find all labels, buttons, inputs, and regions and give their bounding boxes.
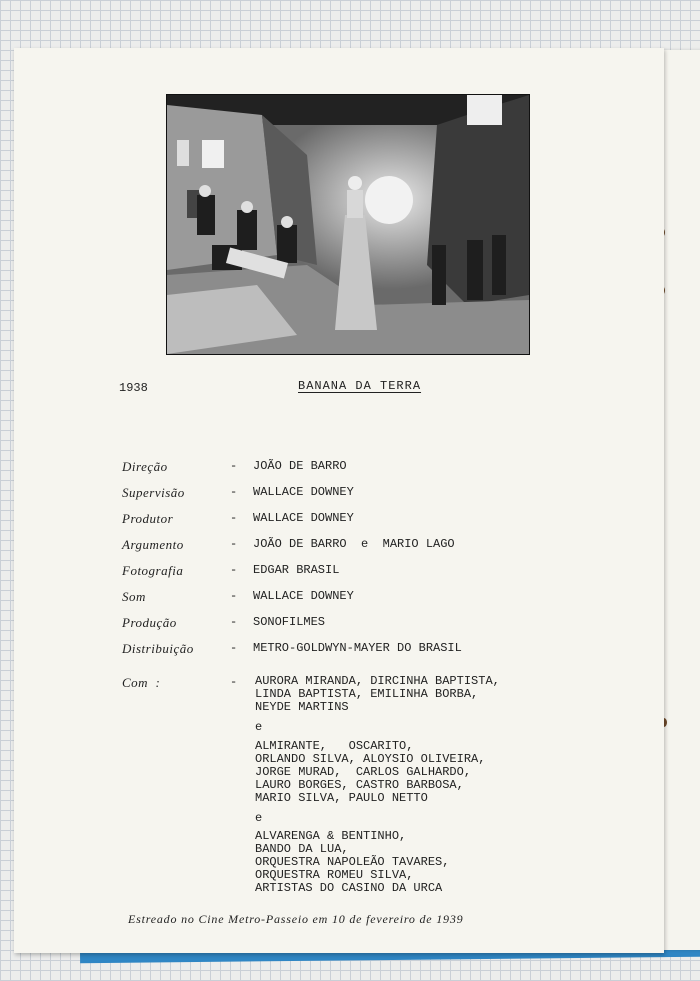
cast-line: MARIO SILVA, PAULO NETTO (255, 791, 428, 805)
cast-dash: - (230, 675, 238, 689)
cast-conjunction (255, 812, 262, 825)
cast-line: ALVARENGA & BENTINHO, (255, 829, 407, 843)
credit-value: WALLACE DOWNEY (253, 511, 354, 525)
film-title: BANANA DA TERRA (298, 379, 422, 393)
cast-conjunction (255, 721, 262, 734)
credit-label: Argumento (122, 537, 184, 552)
credit-label: Direção (122, 459, 168, 474)
cast-line: ARTISTAS DO CASINO DA URCA (255, 881, 443, 895)
cast-label: Com : (122, 675, 161, 690)
credit-dash: - (230, 563, 238, 577)
program-page (14, 48, 664, 953)
conjunction-text: e (255, 720, 263, 734)
cast-group-1 (255, 675, 500, 714)
credit-label: Produção (122, 615, 177, 630)
credit-label: Som (122, 589, 146, 604)
credit-value: METRO-GOLDWYN-MAYER DO BRASIL (253, 641, 462, 655)
credit-value: JOÃO DE BARRO (253, 459, 347, 473)
credit-dash: - (230, 485, 238, 499)
film-still-illustration (167, 95, 529, 354)
film-still-photo (166, 94, 530, 355)
credit-dash: - (230, 641, 238, 655)
cast-line: BANDO DA LUA, (255, 842, 349, 856)
credit-label: Distribuição (122, 641, 194, 656)
cast-line: ORLANDO SILVA, ALOYSIO OLIVEIRA, (255, 752, 486, 766)
credit-dash: - (230, 511, 238, 525)
credit-value: WALLACE DOWNEY (253, 589, 354, 603)
cast-group-2 (255, 740, 485, 805)
cast-line: ORQUESTRA ROMEU SILVA, (255, 868, 414, 882)
credit-dash: - (230, 537, 238, 551)
credit-value: JOÃO DE BARRO e MARIO LAGO (253, 537, 455, 551)
cast-line: ORQUESTRA NAPOLEÃO TAVARES, (255, 855, 450, 869)
credit-label: Produtor (122, 511, 174, 526)
conjunction-text: e (255, 811, 263, 825)
credit-value: SONOFILMES (253, 615, 326, 629)
credit-value: WALLACE DOWNEY (253, 485, 354, 499)
cast-line: NEYDE MARTINS (255, 700, 349, 714)
credit-dash: - (230, 459, 238, 473)
cast-group-3 (255, 830, 449, 895)
premiere-note: Estreado no Cine Metro-Passeio em 10 de fevereiro de 1939 (128, 912, 464, 926)
cast-line: ALMIRANTE, OSCARITO, (255, 739, 414, 753)
film-year: 1938 (119, 381, 148, 395)
cast-line: LAURO BORGES, CASTRO BARBOSA, (255, 778, 464, 792)
cast-line: AURORA MIRANDA, DIRCINHA BAPTISTA, (255, 674, 500, 688)
credit-label: Fotografia (122, 563, 184, 578)
credit-value: EDGAR BRASIL (253, 563, 340, 577)
credit-dash: - (230, 615, 238, 629)
cast-line: JORGE MURAD, CARLOS GALHARDO, (255, 765, 472, 779)
credit-label: Supervisão (122, 485, 185, 500)
cast-line: LINDA BAPTISTA, EMILINHA BORBA, (255, 687, 479, 701)
credit-dash: - (230, 589, 238, 603)
